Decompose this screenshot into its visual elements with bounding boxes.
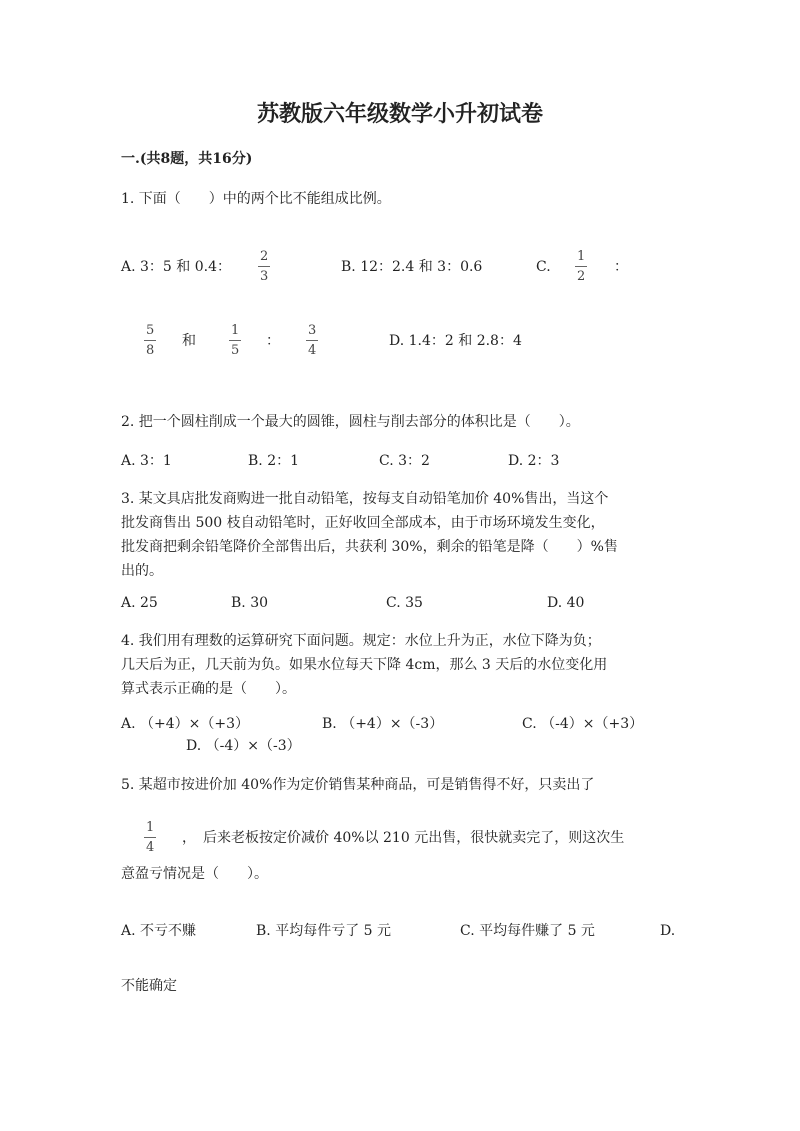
fraction-numerator: 1	[577, 249, 586, 264]
q4-option-c[interactable]: C. （-4）×（+3）	[522, 716, 644, 732]
q3-option-b[interactable]: B. 30	[231, 595, 269, 611]
fraction-numerator: 3	[308, 323, 317, 338]
q1-option-a-fraction	[258, 249, 270, 284]
q5-option-d-label[interactable]: D.	[660, 923, 676, 939]
q5-option-c[interactable]: C. 平均每件赚了 5 元	[460, 923, 595, 939]
q5-fraction	[144, 820, 156, 855]
q4-option-a[interactable]: A. （+4）×（+3）	[121, 716, 250, 732]
fraction-denominator: 3	[260, 269, 269, 284]
section-header: 一.(共8题，共16分)	[121, 151, 253, 167]
q4-option-b[interactable]: B. （+4）×（-3）	[322, 716, 444, 732]
q5-option-b[interactable]: B. 平均每件亏了 5 元	[256, 923, 391, 939]
q1-option-c-fraction-3	[229, 323, 241, 358]
q4-stem-line-3: 算式表示正确的是（ ）。	[121, 681, 296, 697]
q1-option-c-colon-1: ：	[614, 259, 628, 275]
q1-option-c-colon-2: ：	[266, 333, 280, 349]
q5-stem-line-2: ， 后来老板按定价减价 40%以 210 元出售，很快就卖完了，则这次生	[182, 830, 625, 846]
q1-option-c-label[interactable]: C.	[536, 259, 551, 275]
q1-stem: 1. 下面（ ）中的两个比不能组成比例。	[121, 191, 391, 207]
q2-option-d[interactable]: D. 2：3	[508, 453, 560, 469]
q1-option-c-and: 和	[182, 333, 196, 349]
q1-option-d[interactable]: D. 1.4：2 和 2.8：4	[389, 333, 522, 349]
q1-option-c-fraction-1	[575, 249, 587, 284]
q4-stem-line-2: 几天后为正，几天前为负。如果水位每天下降 4cm，那么 3 天后的水位变化用	[121, 657, 608, 673]
q1-option-c-fraction-2	[144, 323, 156, 358]
q1-option-c-fraction-4	[306, 323, 318, 358]
q2-option-a[interactable]: A. 3：1	[121, 453, 172, 469]
q3-option-c[interactable]: C. 35	[386, 595, 423, 611]
fraction-numerator: 1	[146, 820, 155, 835]
q5-stem-line-1: 5. 某超市按进价加 40%作为定价销售某种商品，可是销售得不好，只卖出了	[121, 777, 595, 793]
q3-stem-line-4: 出的。	[121, 563, 163, 579]
q3-stem-line-3: 批发商把剩余铅笔降价全部售出后，共获利 30%，剩余的铅笔是降（ ）%售	[121, 539, 618, 555]
fraction-numerator: 5	[146, 323, 155, 338]
q4-stem-line-1: 4. 我们用有理数的运算研究下面问题。规定：水位上升为正，水位下降为负；	[121, 633, 601, 649]
q1-option-a[interactable]: A. 3：5 和 0.4：	[121, 259, 231, 275]
q5-option-a[interactable]: A. 不亏不赚	[121, 923, 197, 939]
q3-option-d[interactable]: D. 40	[547, 595, 585, 611]
fraction-numerator: 1	[231, 323, 240, 338]
q3-stem-line-1: 3. 某文具店批发商购进一批自动铅笔，按每支自动铅笔加价 40%售出，当这个	[121, 491, 609, 507]
q5-option-d-text[interactable]: 不能确定	[121, 978, 177, 994]
fraction-denominator: 5	[231, 343, 240, 358]
fraction-denominator: 8	[146, 343, 155, 358]
q5-stem-line-3: 意盈亏情况是（ ）。	[121, 866, 268, 882]
q3-option-a[interactable]: A. 25	[121, 595, 158, 611]
q4-option-d[interactable]: D. （-4）×（-3）	[186, 738, 301, 754]
q2-option-c[interactable]: C. 3：2	[379, 453, 430, 469]
page-title: 苏教版六年级数学小升初试卷	[256, 101, 543, 127]
q3-stem-line-2: 批发商售出 500 枝自动铅笔时，正好收回全部成本，由于市场环境发生变化，	[121, 515, 605, 531]
q2-stem: 2. 把一个圆柱削成一个最大的圆锥，圆柱与削去部分的体积比是（ ）。	[121, 414, 580, 430]
fraction-numerator: 2	[260, 249, 269, 264]
q1-option-b[interactable]: B. 12：2.4 和 3：0.6	[341, 259, 483, 275]
fraction-denominator: 4	[146, 840, 155, 855]
q2-option-b[interactable]: B. 2：1	[248, 453, 300, 469]
fraction-denominator: 2	[577, 269, 586, 284]
fraction-denominator: 4	[308, 343, 317, 358]
